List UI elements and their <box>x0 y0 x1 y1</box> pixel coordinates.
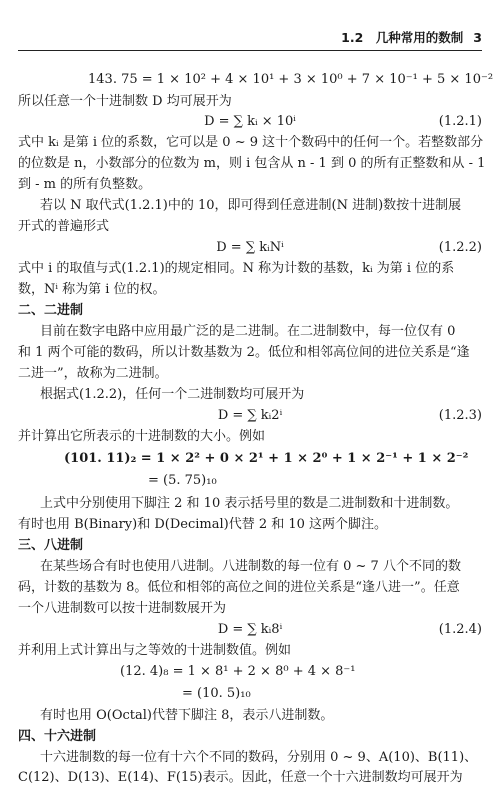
paragraph-line: 有时也用 O(Octal)代替下脚注 8，表示八进制数。 <box>40 708 334 723</box>
paragraph-line: 开式的普遍形式 <box>18 219 110 234</box>
paragraph-line: 所以任意一个十进制数 D 均可展开为 <box>18 94 232 109</box>
running-header <box>18 28 482 51</box>
paragraph-line: 数，Nⁱ 称为第 i 位的权。 <box>18 282 166 297</box>
equation-text: D = ∑ kᵢ8ⁱ <box>217 622 283 637</box>
paragraph-line: 在某些场合有时也使用八进制。八进制数的每一位有 0 ~ 7 八个不同的数 <box>40 559 461 574</box>
paragraph-line: 根据式(1.2.2)，任何一个二进制数均可展开为 <box>40 387 305 402</box>
page-number: 3 <box>473 30 482 45</box>
paragraph-line: 到 - m 的所有负整数。 <box>18 177 152 192</box>
paragraph-line: 式中 kᵢ 是第 i 位的系数，它可以是 0 ~ 9 这十个数码中的任何一个。若整数部分 <box>18 135 484 150</box>
paragraph-line: 和 1 两个可能的数码，所以计数基数为 2。低位和相邻高位间的进位关系是“逢 <box>18 345 470 360</box>
octal-example-line-2: = (10. 5)₁₀ <box>182 686 251 701</box>
octal-example-line-1: (12. 4)₈ = 1 × 8¹ + 2 × 8⁰ + 4 × 8⁻¹ <box>120 664 356 679</box>
paragraph-line: 一个八进制数可以按十进制数展开为 <box>18 601 227 616</box>
equation-1-2-1 <box>18 112 482 131</box>
binary-example-line-1: (101. 11)₂ = 1 × 2² + 0 × 2¹ + 1 × 2⁰ + 1 × 2⁻¹ + 1 × 2⁻² <box>64 451 469 466</box>
binary-example-line-2: = (5. 75)₁₀ <box>148 473 217 488</box>
paragraph-line: 二进一”，故称为二进制。 <box>18 366 168 381</box>
equation-text: D = ∑ kᵢ2ⁱ <box>217 408 283 423</box>
paragraph-line: 并计算出它所表示的十进制数的大小。例如 <box>18 429 266 444</box>
equation-text: D = ∑ kᵢNⁱ <box>216 240 284 255</box>
paragraph-line: 式中 i 的取值与式(1.2.1)的规定相同。N 称为计数的基数，kᵢ 为第 i 位的系 <box>18 261 455 276</box>
equation-1-2-3 <box>18 406 482 425</box>
equation-number: (1.2.1) <box>438 114 482 129</box>
paragraph-line: 有时也用 B(Binary)和 D(Decimal)代替 2 和 10 这两个脚注。 <box>18 517 388 532</box>
section-title: 1.2 几种常用的数制 <box>341 30 464 45</box>
section-heading: 四、十六进制 <box>18 729 97 744</box>
equation-example: 143. 75 = 1 × 10² + 4 × 10¹ + 3 × 10⁰ + 7 × 10⁻¹ + 5 × 10⁻² <box>88 72 494 87</box>
paragraph-line: 十六进制数的每一位有十六个不同的数码，分别用 0 ~ 9、A(10)、B(11)、 <box>40 750 478 765</box>
paragraph-line: C(12)、D(13)、E(14)、F(15)表示。因此，任意一个十六进制数均可展开为 <box>18 770 463 785</box>
equation-number: (1.2.3) <box>438 408 482 423</box>
paragraph-line: 码，计数的基数为 8。低位和相邻的高位之间的进位关系是“逢八进一”。任意 <box>18 580 460 595</box>
equation-number: (1.2.2) <box>438 240 482 255</box>
section-heading: 三、八进制 <box>18 538 84 553</box>
equation-text: D = ∑ kᵢ × 10ⁱ <box>204 114 296 129</box>
equation-number: (1.2.4) <box>438 622 482 637</box>
equation-1-2-4 <box>18 620 482 639</box>
equation-1-2-2 <box>18 238 482 257</box>
paragraph-line: 上式中分别使用下脚注 2 和 10 表示括号里的数是二进制数和十进制数。 <box>40 496 459 511</box>
paragraph-line: 目前在数字电路中应用最广泛的是二进制。在二进制数中，每一位仅有 0 <box>40 324 456 339</box>
paragraph-line: 并利用上式计算出与之等效的十进制数值。例如 <box>18 643 292 658</box>
paragraph-line: 若以 N 取代式(1.2.1)中的 10，即可得到任意进制(N 进制)数按十进制展 <box>40 198 462 213</box>
section-heading: 二、二进制 <box>18 303 84 318</box>
paragraph-line: 的位数是 n，小数部分的位数为 m，则 i 包含从 n - 1 到 0 的所有正整数和从 - 1 <box>18 156 486 171</box>
